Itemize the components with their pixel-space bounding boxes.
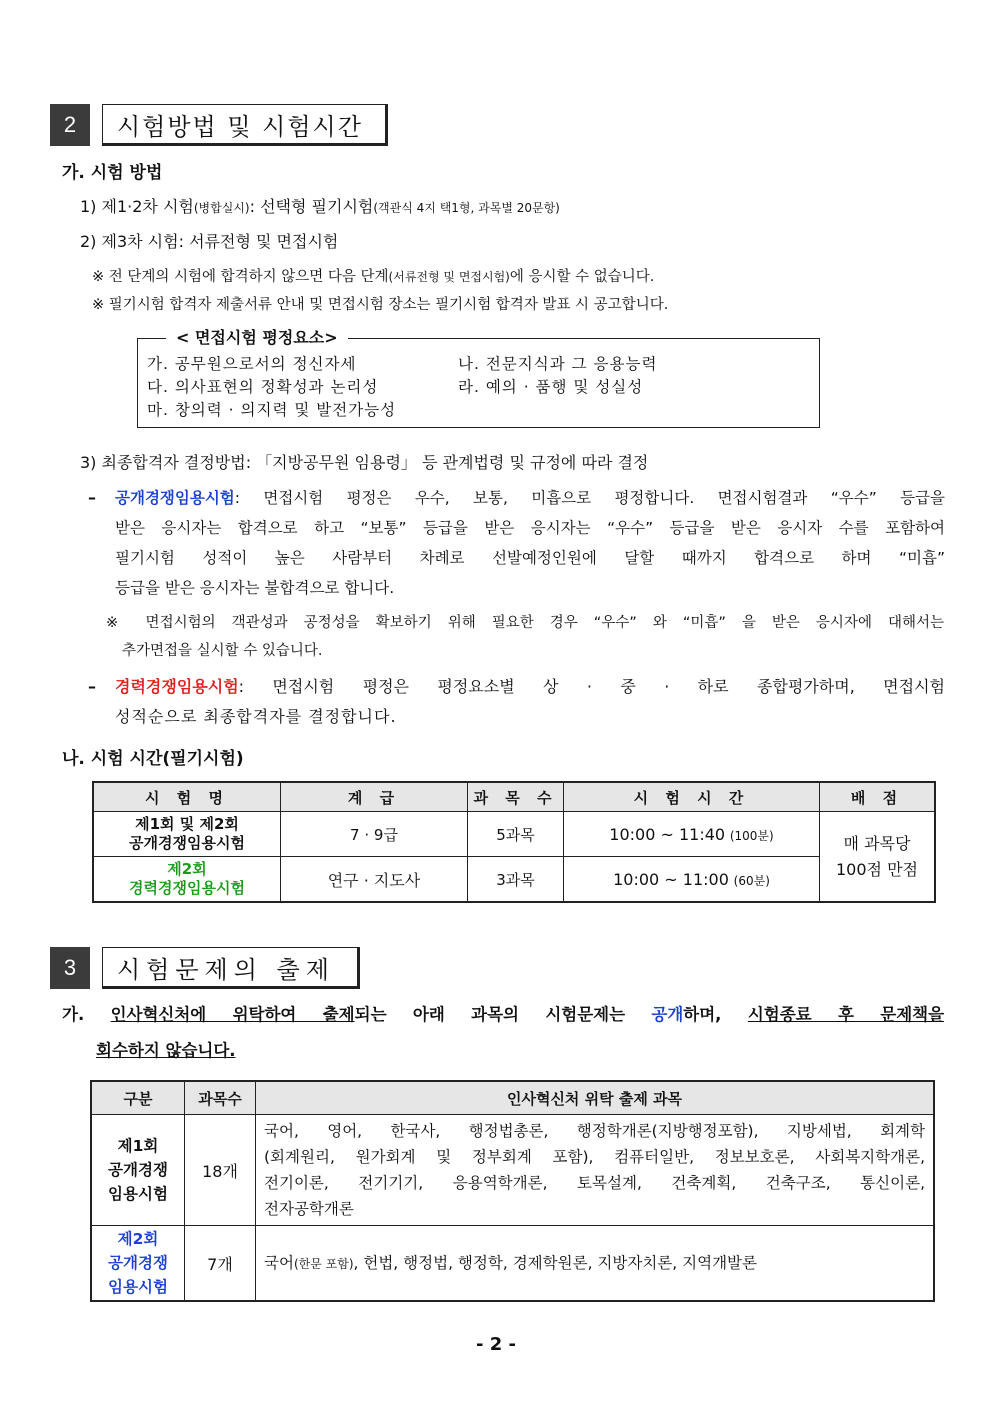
paragraph-line: : 면접시험 평정은 평정요소별 상 · 중 · 하로 종합평가하며, 면접시험 [238, 677, 945, 696]
career-competition-paragraph [115, 676, 945, 698]
paragraph-line: 성적순으로 최종합격자를 결정합니다. [115, 707, 397, 726]
column-header: 과목수 [185, 1081, 256, 1115]
subjects-line: 전기이론, 전기기기, 응용역학개론, 토목설계, 건축계획, 건축구조, 통신이론, [264, 1174, 925, 1192]
subjects-list-cell [256, 1115, 935, 1226]
criteria-item: 마. 창의력 · 의지력 및 발전가능성 [147, 401, 397, 419]
paragraph-line: : 면접시험 평정은 우수, 보통, 미흡으로 평정합니다. 면접시험결과 “우수” 등급을 [234, 489, 945, 507]
item-2: 2) 제3차 시험: 서류전형 및 면접시험 [80, 232, 339, 251]
table-row [91, 1115, 934, 1226]
table-row [91, 1226, 934, 1302]
time-cell [564, 812, 820, 857]
item-1 [80, 196, 560, 219]
criteria-item: 나. 전문지식과 그 응용능력 [458, 355, 658, 373]
paragraph-line: 받은 응시자는 합격으로 하고 “보통” 등급을 받은 응시자는 “우수” 등급을 받은 응시자 수를 포함하여 [115, 519, 945, 537]
subjects-list-cell [256, 1226, 935, 1302]
criteria-item: 다. 의사표현의 정확성과 논리성 [147, 378, 379, 396]
column-header: 시 험 시 간 [564, 782, 820, 812]
open-competition-label: 공개경쟁임용시험 [115, 489, 235, 507]
note-3-line: ※ 면접시험의 객관성과 공정성을 확보하기 위해 필요한 경우 “우수” 와 “미흡” 을 받은 응시자에 대해서는 [106, 615, 944, 631]
dash-bullet: – [88, 488, 96, 507]
dash-bullet: – [88, 677, 96, 696]
category-cell: 제2회 공개경쟁 임용시험 [91, 1226, 185, 1302]
underlined-text: 시험종료 후 문제책을 [747, 1005, 945, 1024]
criteria-item: 라. 예의 · 품행 및 성실성 [458, 378, 644, 396]
column-header: 배 점 [820, 782, 936, 812]
page-number: - 2 - [476, 1334, 516, 1355]
subheading-exam-method: 가. 시험 방법 [62, 163, 163, 183]
table-row [93, 857, 935, 903]
item-3: 3) 최종합격자 결정방법: 「지방공무원 임용령」 등 관계법령 및 규정에 따라 결정 [80, 453, 649, 472]
note-3-line: 추가면접을 실시할 수 있습니다. [122, 643, 323, 659]
section-title: 시험문제의 출제 [102, 947, 360, 989]
note-2: ※ 필기시험 합격자 제출서류 안내 및 면접시험 장소는 필기시험 합격자 발표 시 공고합니다. [92, 297, 669, 313]
time-cell [564, 857, 820, 903]
paragraph-text: 하며, [683, 1005, 748, 1024]
criteria-item: 가. 공무원으로서의 정신자세 [147, 355, 357, 373]
table-row [93, 812, 935, 857]
underlined-text: 인사혁신처에 위탁하여 출제 [110, 1005, 355, 1024]
subjects-text: 국어 [264, 1253, 294, 1272]
subjects-cell: 3과목 [468, 857, 564, 903]
item-1-b: (병합실시) [193, 201, 250, 215]
exam-time-table [92, 781, 936, 903]
column-header: 계 급 [281, 782, 468, 812]
paragraph-text: 되는 아래 과목의 시험문제는 [354, 1005, 652, 1024]
duration-value: (60분) [733, 873, 770, 888]
underlined-text: 회수하지 않습니다. [96, 1041, 236, 1060]
subjects-line: (회계원리, 원가회계 및 정부회계 포함), 컴퓨터일반, 정보보호론, 사회복지학개론, [264, 1148, 925, 1166]
score-cell: 매 과목당 100점 만점 [820, 812, 936, 903]
count-cell: 18개 [185, 1115, 256, 1226]
exam-name-cell [93, 857, 281, 903]
subjects-line: 전자공학개론 [264, 1200, 354, 1218]
table-header-row [91, 1081, 934, 1115]
item-1-d: (객관식 4지 택1형, 과목별 20문항) [373, 201, 560, 215]
paragraph-line: 등급을 받은 응시자는 불합격으로 합니다. [115, 579, 395, 597]
exam-name-cell: 제1회 및 제2회 공개경쟁임용시험 [93, 812, 281, 857]
note-1-b: (서류전형 및 면접시험) [388, 270, 510, 284]
column-header: 과 목 수 [468, 782, 564, 812]
category-cell: 제1회 공개경쟁 임용시험 [91, 1115, 185, 1226]
time-value: 10:00 ~ 11:40 [609, 824, 726, 844]
count-cell: 7개 [185, 1226, 256, 1302]
grade-cell: 연구 · 지도사 [281, 857, 468, 903]
subjects-text: , 헌법, 행정법, 행정학, 경제학원론, 지방자치론, 지역개발론 [353, 1253, 758, 1272]
item-1-a: 1) 제1·2차 시험 [80, 197, 194, 216]
note-1-a: ※ 전 단계의 시험에 합격하지 않으면 다음 단계 [92, 269, 389, 285]
time-value: 10:00 ~ 11:00 [613, 869, 729, 889]
exam-name-bottom: 경력경쟁임용시험 [129, 879, 245, 897]
column-header: 구분 [91, 1081, 185, 1115]
subjects-note: (한문 포함) [293, 1256, 354, 1271]
column-header: 인사혁신처 위탁 출제 과목 [256, 1081, 935, 1115]
note-1 [92, 266, 654, 288]
subjects-table [90, 1080, 935, 1302]
grade-cell: 7 · 9급 [281, 812, 468, 857]
open-competition-paragraph [115, 487, 945, 509]
career-competition-label: 경력경쟁임용시험 [115, 677, 239, 696]
section-number: 2 [50, 104, 90, 146]
ga-prefix: 가. [62, 1005, 111, 1024]
highlight-public: 공개 [651, 1005, 684, 1024]
paragraph-line: 필기시험 성적이 높은 사람부터 차례로 선발예정인원에 달할 때까지 합격으로 하며 “미흡” [115, 549, 945, 567]
section-number: 3 [50, 947, 90, 989]
subjects-line: 국어, 영어, 한국사, 행정법총론, 행정학개론(지방행정포함), 지방세법, 회계학 [264, 1122, 925, 1140]
subheading-exam-time: 나. 시험 시간(필기시험) [62, 749, 244, 769]
note-1-c: 에 응시할 수 없습니다. [509, 269, 655, 285]
item-1-c: : 선택형 필기시험 [249, 197, 374, 216]
section-2-header [50, 104, 388, 146]
interview-criteria-title: < 면접시험 평정요소> [166, 325, 348, 348]
duration-value: (100분) [729, 828, 774, 843]
section-title: 시험방법 및 시험시간 [102, 104, 388, 146]
exam-name-top: 제2회 [167, 860, 207, 878]
section-3-paragraph [62, 1004, 944, 1026]
column-header: 시 험 명 [93, 782, 281, 812]
section-3-header [50, 947, 360, 989]
subjects-cell: 5과목 [468, 812, 564, 857]
table-header-row [93, 782, 935, 812]
